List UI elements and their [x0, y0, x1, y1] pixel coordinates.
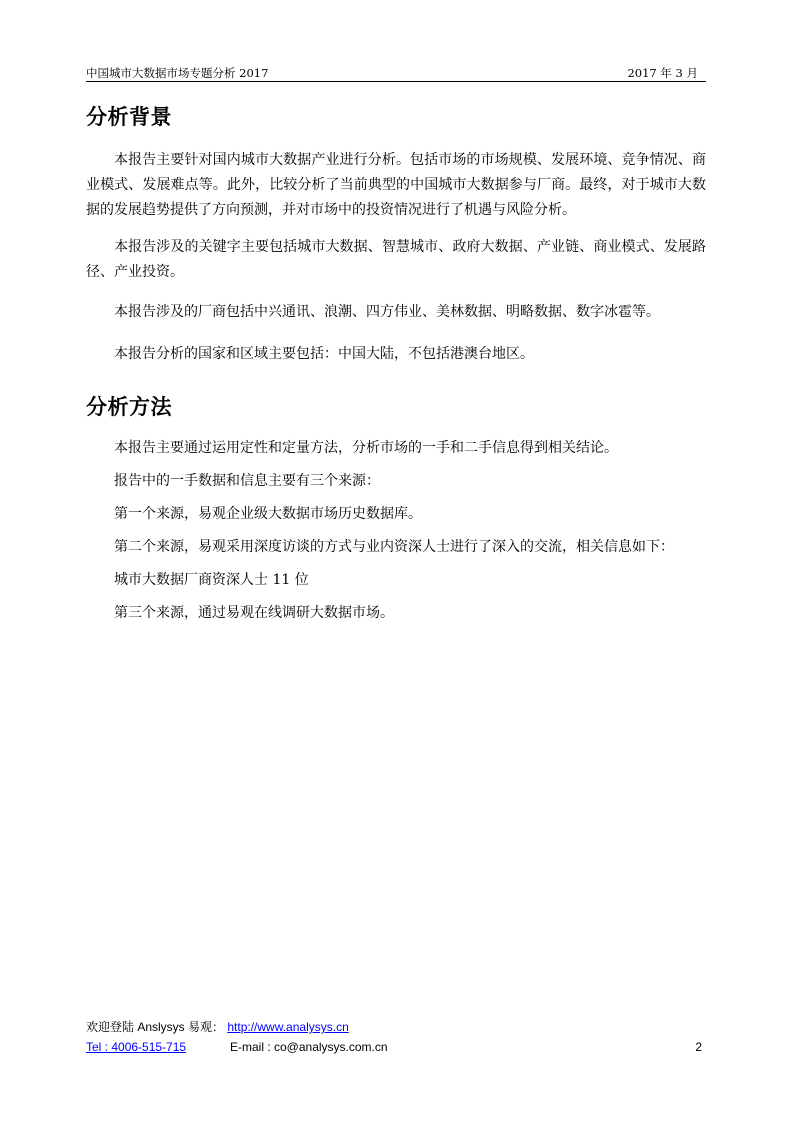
method-line: 本报告主要通过运用定性和定量方法，分析市场的一手和二手信息得到相关结论。 [114, 440, 618, 456]
tel-link[interactable]: Tel : 4006-515-715 [86, 1040, 187, 1054]
footer-welcome-row [86, 1018, 706, 1035]
header-date: 2017 年 3 月 [627, 66, 698, 80]
paragraph: 本报告主要针对国内城市大数据产业进行分析。包括市场的市场规模、发展环境、竞争情况、商业模式、发展难点等。此外，比较分析了当前典型的中国城市大数据参与厂商。最终，对于城市大数据的发展趋势提供了方向预测，并对市场中的投资情况进行了机遇与风险分析。 [86, 152, 706, 218]
method-line: 城市大数据厂商资深人士 11 位 [114, 572, 309, 588]
page-header [86, 63, 706, 82]
paragraph: 本报告分析的国家和区域主要包括：中国大陆，不包括港澳台地区。 [114, 346, 534, 362]
paragraph: 本报告涉及的厂商包括中兴通讯、浪潮、四方伟业、美林数据、明略数据、数字冰雹等。 [114, 304, 660, 320]
section-heading-method: 分析方法 [86, 395, 172, 419]
section-heading-background: 分析背景 [86, 105, 172, 129]
footer-welcome: 欢迎登陆 Anslysys 易观： [86, 1020, 225, 1034]
paragraph: 本报告涉及的关键字主要包括城市大数据、智慧城市、政府大数据、产业链、商业模式、发展路径、产业投资。 [86, 239, 706, 280]
header-title: 中国城市大数据市场专题分析 2017 [86, 66, 269, 80]
footer-email: E-mail : co@analysys.com.cn [230, 1040, 388, 1054]
website-link[interactable]: http://www.analysys.cn [227, 1020, 349, 1034]
method-line: 第一个来源，易观企业级大数据市场历史数据库。 [114, 506, 422, 522]
page-number: 2 [695, 1040, 702, 1054]
method-line: 第三个来源，通过易观在线调研大数据市场。 [114, 605, 394, 621]
footer-contact-row [86, 1040, 706, 1054]
method-line: 第二个来源，易观采用深度访谈的方式与业内资深人士进行了深入的交流，相关信息如下： [114, 539, 674, 555]
method-line: 报告中的一手数据和信息主要有三个来源： [114, 473, 380, 489]
